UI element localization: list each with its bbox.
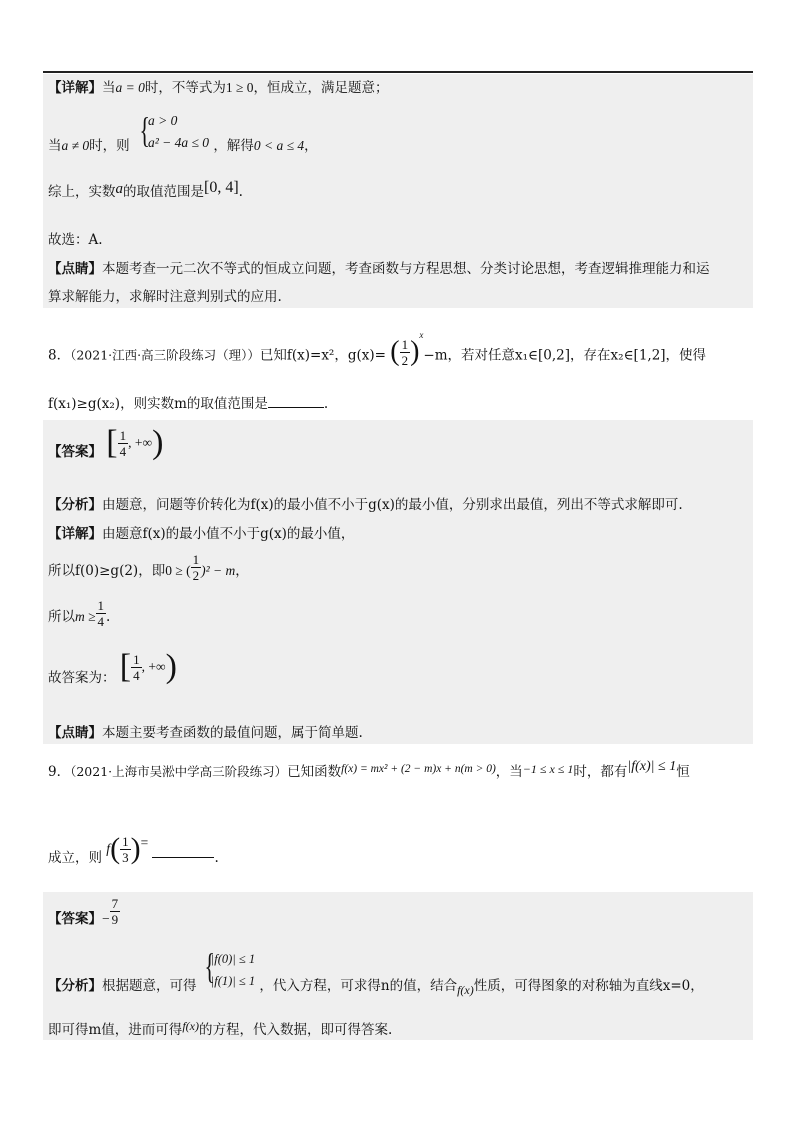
answer-blank-9 [152,845,214,858]
question8-detail: 【详解】由题意f(x)的最小值不小于g(x)的最小值， [48,526,355,542]
question8-analysis: 【分析】由题意，问题等价转化为f(x)的最小值不小于g(x)的最小值，分别求出最值，列出不等式求解即可. [48,497,683,513]
question9-stem-line1: 9．（2021·上海市吴淞中学高三阶段练习）已知函数f(x) = mx² + (2 − m)x + n(m > 0)，当−1 ≤ x ≤ 1时，都有|f(x)| ≤ 1恒 [48,759,690,780]
question8-answer: 【答案】 [ $\frac{1}{4}$ , +∞) [48,424,164,461]
question9-analysis-line2: 即可得m值，进而可得f(x)的方程，代入数据，即可得答案. [48,1019,393,1038]
section7-summary-line: 综上，实数a的取值范围是[0, 4]. [48,179,243,200]
question8-final: 故答案为： [ $\frac{1}{4}$ , +∞) [48,648,177,686]
question8-step1: 所以f(0)≥g(2)，即0 ≥ ( $\frac{1}{2}$ )² − m， [48,552,249,583]
comment-label: 【点睛】 [48,261,102,277]
section7-comment-1: 【点睛】本题考查一元二次不等式的恒成立问题，考查函数与方程思想、分类讨论思想，考查逻辑推理能力和运 [48,261,710,277]
abs-system: { |f(0)| ≤ 1 |f(1)| ≤ 1 [204,946,256,988]
section7-comment-2: 算求解能力，求解时注意判别式的应用. [48,289,282,305]
question8-stem-line2: f(x₁)≥g(x₂)，则实数m的取值范围是 . [48,396,329,412]
detail-label: 【详解】 [48,80,102,96]
section7-choice: 故选：A. [48,232,103,248]
answer-blank [268,395,324,408]
question9-stem-line2: 成立，则 f( $\frac{1}{3}$ )= . [48,832,219,866]
g-fraction-paren: ( $\frac{1}{2}$ )$^x$ [390,330,424,368]
section7-detail-line: 【详解】当a = 0时，不等式为1 ≥ 0，恒成立，满足题意； [48,80,389,96]
question8-stem-line1: 8．（2021·江西·高三阶段练习（理））已知f(x)=x²，g(x)= ( $\frac{1}{2}$ )$^x$−m，若对任意x₁∈[0,2]，存在x₂∈[1,2]，使得 [48,330,707,368]
top-rule [43,71,753,73]
question8-step2: 所以m ≥ $\frac{1}{4}$ . [48,598,111,629]
question8-comment: 【点睛】本题主要考查函数的最值问题，属于简单题. [48,725,363,741]
question9-analysis-line1: 【分析】根据题意，可得 { |f(0)| ≤ 1 |f(1)| ≤ 1 ，代入方程，可求得n的值，结合f(x)性质，可得图象的对称轴为直线x=0， [48,946,704,997]
inequality-system: { a > 0 a² − 4a ≤ 0 [139,110,210,150]
section7-case2-line: 当a ≠ 0时，则 { a > 0 a² − 4a ≤ 0 ，解得0 < a ≤ 4， [48,110,318,154]
question9-answer: 【答案】− $\frac{7}{9}$ [48,896,119,927]
